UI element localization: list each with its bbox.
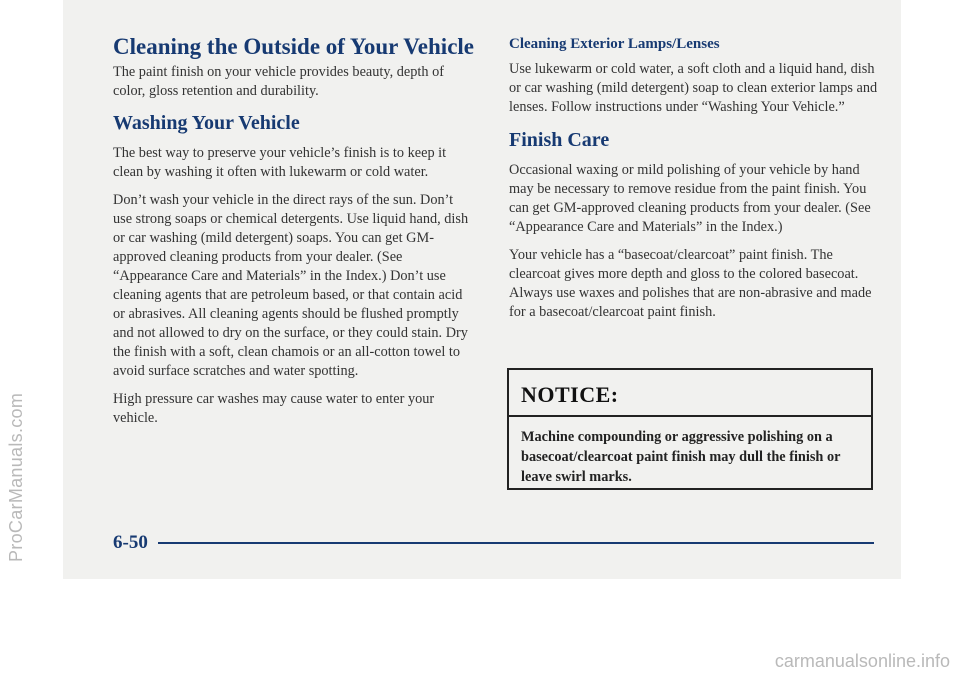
washing-paragraph-1: The best way to preserve your vehicle’s finish is to keep it clean by washing it often with lukewarm or cold water. — [113, 145, 447, 180]
section-heading-washing: Washing Your Vehicle — [113, 112, 300, 134]
notice-title: NOTICE: — [521, 382, 619, 407]
finish-paragraph-1: Occasional waxing or mild polishing of your vehicle by hand may be necessary to remove residue from the paint finish. You can get GM-approved cleaning products from your dealer. (See “Appearance Care and Materials” in the Index.) — [509, 162, 871, 235]
notice-text: Machine compounding or aggressive polishing on a basecoat/clearcoat paint finish may dull the finish or leave swirl marks. — [521, 429, 841, 485]
left-column — [113, 32, 473, 428]
right-column — [509, 34, 879, 322]
washing-paragraph-2: Don’t wash your vehicle in the direct rays of the sun. Don’t use strong soaps or chemical detergents. Use liquid hand, dish or car washing (mild detergent) soaps. You can get GM-approved cleaning products from your dealer. (See “Appearance Care and Materials” in the Index.) Don’t use cleaning agents that are petroleum based, or that contain acid or abrasives. All cleaning agents should be flushed promptly and not allowed to dry on the surface, or they could stain. Dry the finish with a soft, clean chamois or an all-cotton towel to avoid surface scratches and water spotting. — [113, 192, 469, 379]
subheading-lamps: Cleaning Exterior Lamps/Lenses — [509, 36, 720, 52]
washing-paragraph-3: High pressure car washes may cause water to enter your vehicle. — [113, 391, 435, 426]
page-title: Cleaning the Outside of Your Vehicle — [113, 34, 475, 59]
section-heading-finish-care: Finish Care — [509, 129, 610, 151]
bottom-watermark: carmanualsonline.info — [774, 651, 950, 671]
footer-divider — [158, 542, 874, 544]
lamps-paragraph: Use lukewarm or cold water, a soft cloth and a liquid hand, dish or car washing (mild detergent) soap to clean exterior lamps and lenses. Follow instructions under “Washing Your Vehicle.” — [509, 61, 878, 115]
finish-paragraph-2: Your vehicle has a “basecoat/clearcoat” paint finish. The clearcoat gives more depth and gloss to the colored basecoat. Always use waxes and polishes that are non-abrasive and made for a basecoat/clearcoat paint finish. — [509, 247, 872, 320]
notice-box — [507, 368, 873, 490]
page-number: 6-50 — [113, 532, 148, 553]
side-watermark: ProCarManuals.com — [6, 392, 26, 562]
intro-paragraph: The paint finish on your vehicle provides beauty, depth of color, gloss retention and durability. — [113, 64, 444, 99]
notice-title-bar — [509, 370, 871, 417]
